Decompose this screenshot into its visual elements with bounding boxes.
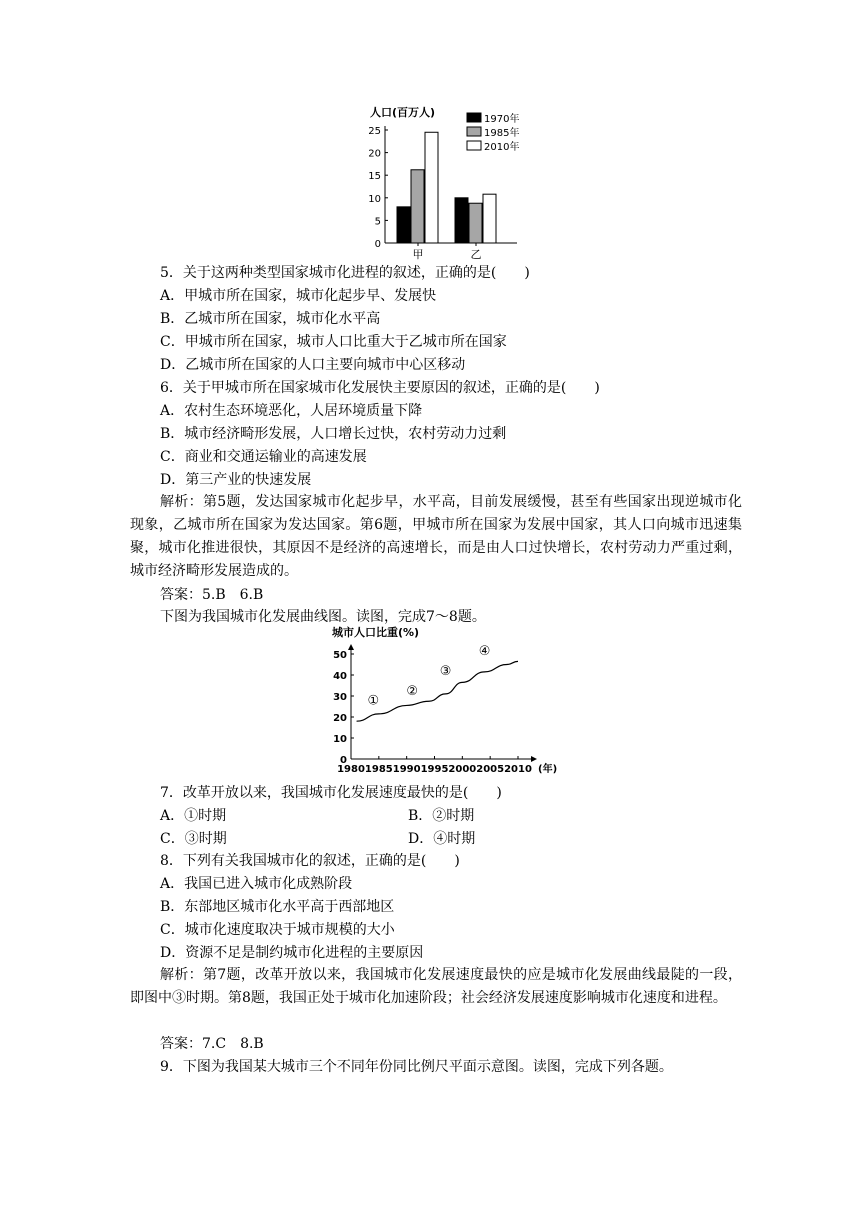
q6-option-b: B．城市经济畸形发展，人口增长过快，农村劳动力过剩 [160,426,507,442]
line-x-tick-label: 1990 [392,764,421,775]
bar-category-label: 甲 [412,248,424,261]
q7-option-a: A．①时期 [160,808,227,824]
q6-stem: 6．关于甲城市所在国家城市化发展快主要原因的叙述，正确的是( ) [160,380,600,396]
analysis-2: 解析：第7题，改革开放以来，我国城市化发展速度最快的应是城市化发展曲线最陡的一段，即图中③时期。第8题，我国正处于城市化加速阶段；社会经济发展速度影响城市化速度和进程。 [130,967,742,1006]
q5-stem: 5．关于这两种类型国家城市化进程的叙述，正确的是( ) [160,265,530,281]
period-marker: ① [367,693,380,709]
legend-label: 1970年 [484,114,520,125]
legend-swatch [467,127,481,136]
legend-swatch [467,113,481,122]
x-axis-arrow [531,756,537,762]
answer-1: 答案：5.B 6.B [160,587,264,603]
bar-y-tick-label: 20 [368,148,381,160]
bar-y-tick-label: 10 [368,193,381,205]
q8-option-a: A．我国已进入城市化成熟阶段 [160,876,353,892]
bar-y-tick-label: 15 [368,171,381,183]
intro-q7-8: 下图为我国城市化发展曲线图。读图，完成7～8题。 [160,609,486,625]
line-x-tick-label: 1995 [420,764,449,775]
legend-label: 1985年 [484,128,520,139]
y-axis-arrow [348,644,354,650]
urbanization-line-chart [322,624,572,776]
period-marker: ③ [439,664,452,679]
line-x-tick-label: 1985 [364,764,393,775]
q8-option-d: D．资源不足是制约城市化进程的主要原因 [160,945,424,961]
line-y-tick-label: 30 [333,692,347,703]
q8-stem: 8．下列有关我国城市化的叙述，正确的是( ) [160,853,460,869]
q9-stem: 9．下图为我国某大城市三个不同年份同比例尺平面示意图。读图，完成下列各题。 [160,1059,673,1075]
q5-option-b: B．乙城市所在国家，城市化水平高 [160,311,381,327]
bar-y-tick-label: 25 [368,126,381,137]
line-y-tick-label: 40 [333,671,347,682]
q7-option-d: D．④时期 [408,831,476,847]
line-y-tick-label: 20 [333,713,347,724]
q7-option-c: C．③时期 [160,831,227,847]
q6-option-a: A．农村生态环境恶化，人居环境质量下降 [160,403,423,419]
line-xlabel: (年) [538,764,558,775]
q5-option-a: A．甲城市所在国家，城市化起步早、发展快 [160,288,437,304]
q7-stem: 7．改革开放以来，我国城市化发展速度最快的是( ) [160,785,502,801]
bar-乙-2010年 [483,194,496,243]
bar-甲-1985年 [411,170,424,243]
population-bar-chart [355,100,535,265]
bar-甲-2010年 [425,132,438,243]
legend-label: 2010年 [484,142,520,153]
answer-2: 答案：7.C 8.B [160,1036,264,1052]
line-y-tick-label: 0 [340,755,347,766]
q8-option-c: C．城市化速度取决于城市规模的大小 [160,922,395,938]
urbanization-curve [357,661,518,721]
bar-y-tick-label: 5 [374,216,381,228]
line-x-tick-label: 1980 [337,764,365,775]
period-marker: ② [406,683,419,699]
q5-option-d: D．乙城市所在国家的人口主要向城市中心区移动 [160,357,466,373]
bar-category-label: 乙 [470,248,482,261]
bar-乙-1970年 [455,198,468,243]
line-x-tick-label: 2005 [476,764,505,775]
q8-option-b: B．东部地区城市化水平高于西部地区 [160,899,395,915]
bar-甲-1970年 [397,207,410,243]
period-marker: ④ [478,644,491,660]
q6-option-d: D．第三产业的快速发展 [160,472,312,488]
q5-option-c: C．甲城市所在国家，城市人口比重大于乙城市所在国家 [160,334,507,350]
line-y-tick-label: 50 [333,650,347,661]
line-x-tick-label: 2010 [504,764,532,775]
line-ylabel: 城市人口比重(%) [332,626,420,639]
bar-乙-1985年 [469,203,482,243]
legend-swatch [467,141,481,150]
analysis-1: 解析：第5题，发达国家城市化起步早，水平高，目前发展缓慢，甚至有些国家出现逆城市化现象，乙城市所在国家为发达国家。第6题，甲城市所在国家为发展中国家，其人口向城市迅速集聚，城市化推进很快，其原因不是经济的高速增长，而是由人口过快增长，农村劳动力严重过剩，城市经济畸形发展造成的。 [130,494,742,579]
q7-option-b: B．②时期 [408,808,475,824]
bar-y-tick-label: 0 [374,239,381,250]
line-x-tick-label: 2000 [448,764,477,775]
bar-ylabel: 人口(百万人) [370,106,436,119]
line-y-tick-label: 10 [333,734,347,745]
q6-option-c: C．商业和交通运输业的高速发展 [160,449,367,465]
